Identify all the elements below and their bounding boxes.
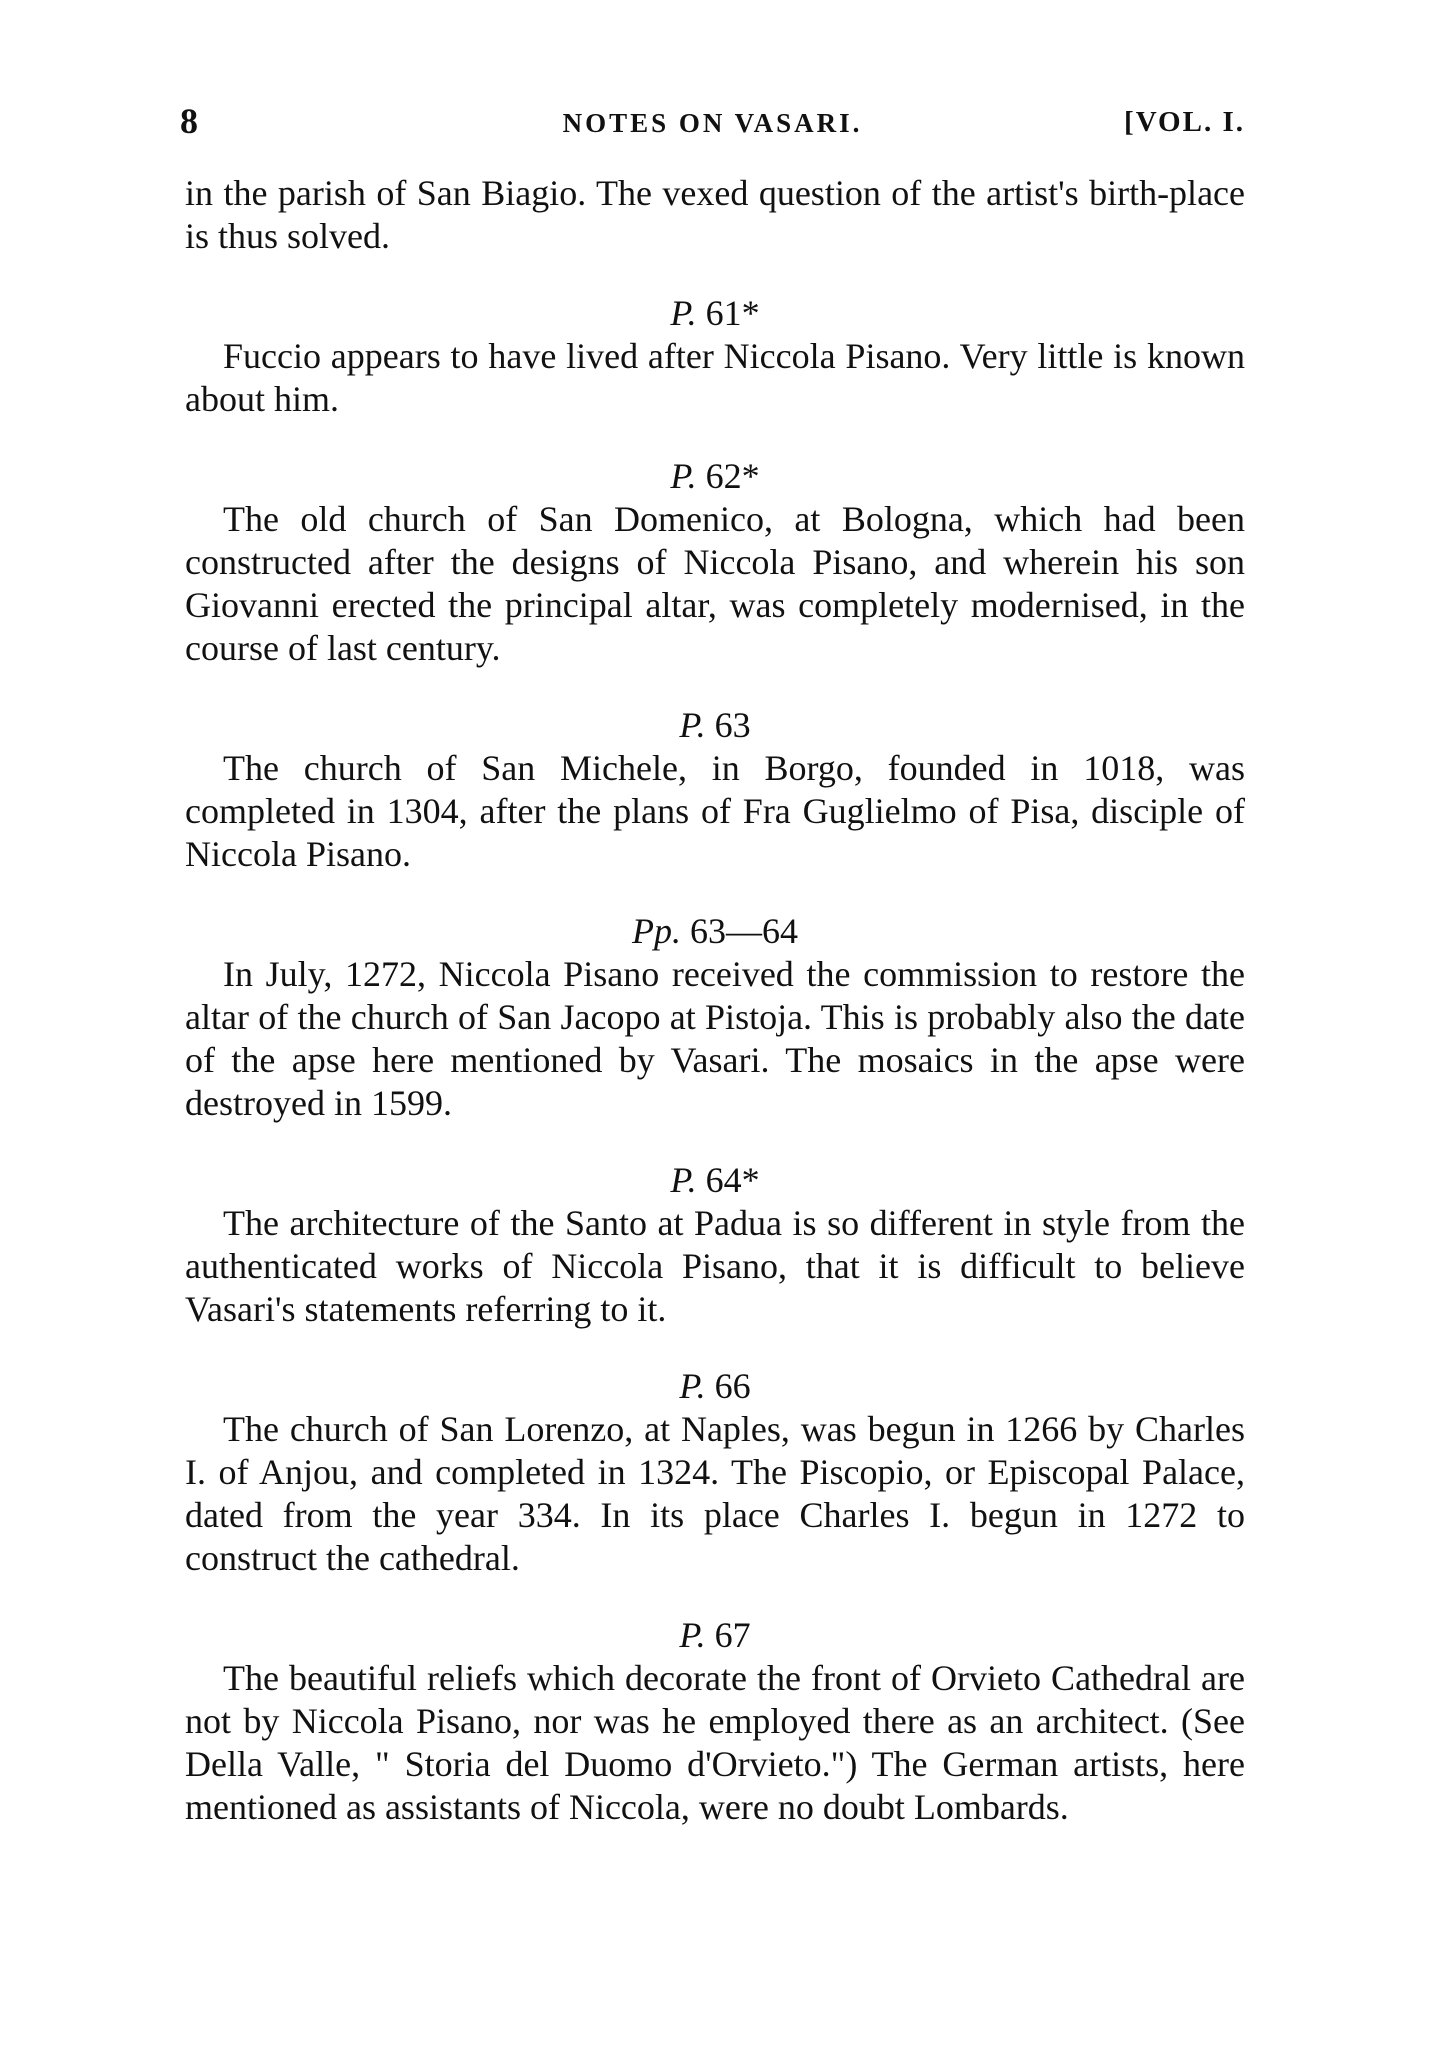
page-reference <box>185 704 1245 747</box>
opening-paragraph: in the parish of San Biagio. The vexed question of the artist's birth-place is thus solved. <box>185 173 1245 256</box>
reference-prefix: P. <box>679 1615 706 1655</box>
reference-number: 63—64 <box>681 911 798 951</box>
page-reference <box>185 1159 1245 1202</box>
reference-prefix: P. <box>679 705 706 745</box>
note-entry-p61 <box>185 292 1245 421</box>
volume-label: [VOL. I. <box>1124 106 1245 138</box>
reference-number: 64* <box>696 1160 760 1200</box>
reference-number: 62* <box>696 456 760 496</box>
note-entry-pp63-64 <box>185 910 1245 1125</box>
reference-number: 66 <box>705 1366 751 1406</box>
page-reference <box>185 1365 1245 1408</box>
reference-prefix: P. <box>670 293 697 333</box>
page-reference <box>185 910 1245 953</box>
note-text: The architecture of the Santo at Padua is so different in style from the authenticated works of Niccola Pisano, that it is difficult to believe Vasari's statements referring to it. <box>185 1203 1245 1329</box>
note-entry-p64 <box>185 1159 1245 1331</box>
note-text: In July, 1272, Niccola Pisano received the commission to restore the altar of the church of San Jacopo at Pistoja. This is probably also the date of the apse here mentioned by Vasari. The mosaics in the apse were destroyed in 1599. <box>185 954 1245 1123</box>
running-title: NOTES ON VASARI. <box>562 108 863 138</box>
reference-number: 61* <box>696 293 760 333</box>
reference-prefix: P. <box>679 1366 706 1406</box>
reference-number: 67 <box>705 1615 751 1655</box>
note-entry-p63 <box>185 704 1245 876</box>
note-entry-p66 <box>185 1365 1245 1580</box>
note-text: The church of San Michele, in Borgo, founded in 1018, was completed in 1304, after the plans of Fra Guglielmo of Pisa, disciple of Niccola Pisano. <box>185 748 1245 874</box>
running-head <box>180 100 1245 150</box>
page-body <box>185 172 1245 1829</box>
note-text: The old church of San Domenico, at Bologna, which had been constructed after the designs of Niccola Pisano, and wherein his son Giovanni erected the principal altar, was completely modernised, in the course of last century. <box>185 499 1245 668</box>
reference-prefix: P. <box>670 1160 697 1200</box>
page-number: 8 <box>180 101 198 141</box>
reference-prefix: P. <box>670 456 697 496</box>
note-entry-p67 <box>185 1614 1245 1829</box>
note-text: The church of San Lorenzo, at Naples, was begun in 1266 by Charles I. of Anjou, and completed in 1324. The Piscopio, or Episcopal Palace, dated from the year 334. In its place Charles I. begun in 1272 to construct the cathedral. <box>185 1409 1245 1578</box>
note-text: The beautiful reliefs which decorate the front of Orvieto Cathedral are not by Niccola Pisano, nor was he employed there as an architect. (See Della Valle, " Storia del Duomo d'Orvieto.") The German artists, here mentioned as assistants of Niccola, were no doubt Lombards. <box>185 1658 1245 1827</box>
page-reference <box>185 292 1245 335</box>
reference-number: 63 <box>705 705 751 745</box>
note-entry-p62 <box>185 455 1245 670</box>
reference-prefix: Pp. <box>632 911 681 951</box>
page-reference <box>185 455 1245 498</box>
note-text: Fuccio appears to have lived after Niccola Pisano. Very little is known about him. <box>185 336 1245 419</box>
page-reference <box>185 1614 1245 1657</box>
